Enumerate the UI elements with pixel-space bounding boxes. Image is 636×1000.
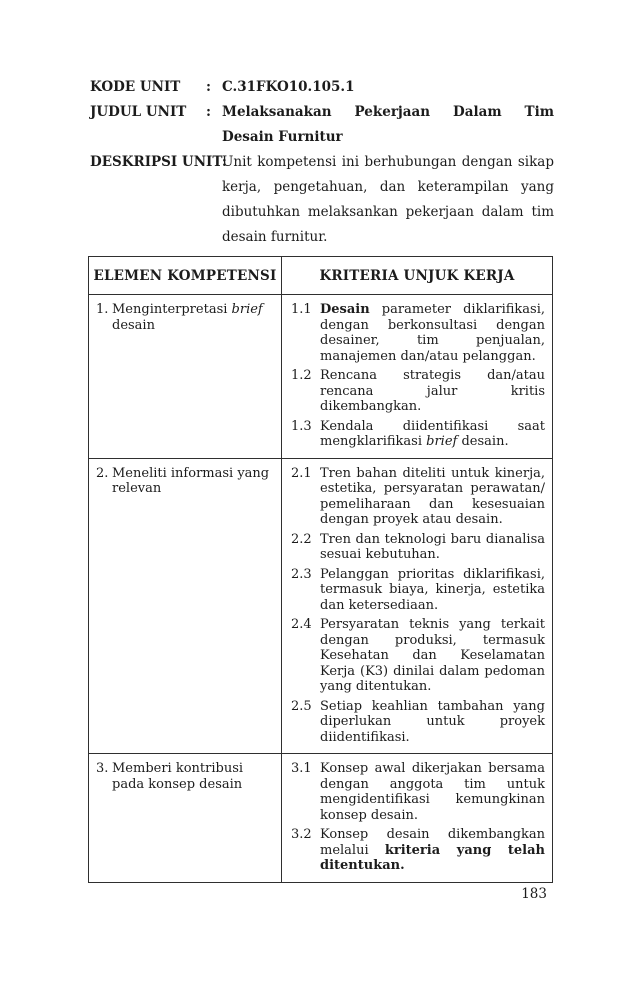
text-segment: brief xyxy=(231,302,263,317)
criteria-text xyxy=(320,368,545,415)
criteria-text xyxy=(320,567,545,614)
deskripsi-unit-value: Unit kompetensi ini berhubungan dengan sikap kerja, pengetahuan, dan keterampilan yang dibutuhkan melaksankan pekerjaan dalam tim desain furnitur. xyxy=(222,154,554,245)
criteria-number: 3.1 xyxy=(291,761,312,776)
criteria-item xyxy=(291,368,545,415)
text-segment: brief xyxy=(426,434,458,449)
criteria-number: 1.2 xyxy=(291,368,312,383)
competency-table-header xyxy=(89,257,553,295)
text-segment: Kendala diidentifikasi saat mengklarifikasi xyxy=(320,418,545,449)
criteria-number: 2.2 xyxy=(291,531,312,547)
criteria-text xyxy=(320,532,545,563)
criteria-number: 2.1 xyxy=(291,465,312,481)
criteria-cell xyxy=(282,295,553,459)
criteria-text xyxy=(320,419,545,450)
element-text xyxy=(112,466,275,497)
element-cell xyxy=(89,458,282,754)
element-number: 3. xyxy=(96,761,109,776)
text-segment: kriteria yang telah ditentukan. xyxy=(320,842,545,873)
kode-unit-label: KODE UNIT xyxy=(90,79,181,95)
criteria-number: 1.1 xyxy=(291,302,312,317)
text-segment: Memberi kontribusi pada konsep desain xyxy=(112,761,244,792)
table-row xyxy=(89,295,553,459)
judul-unit-value: Melaksanakan Pekerjaan Dalam Tim Desain Furnitur xyxy=(222,104,554,145)
text-segment: Rencana strategis dan/atau rencana jalur kritis dikembangkan. xyxy=(320,368,545,414)
criteria-text xyxy=(320,699,545,746)
text-segment: Konsep desain dikembangkan melalui xyxy=(320,827,545,858)
criteria-text xyxy=(320,466,545,528)
text-segment: desain. xyxy=(457,434,509,449)
criteria-cell xyxy=(282,458,553,754)
page-number: 183 xyxy=(521,886,547,902)
criteria-item xyxy=(291,567,545,614)
criteria-item xyxy=(291,699,545,746)
column-header-elemen-kompetensi: ELEMEN KOMPETENSI xyxy=(89,257,282,295)
element-text xyxy=(112,302,275,333)
criteria-item xyxy=(291,532,545,563)
criteria-item xyxy=(291,761,545,823)
criteria-number: 2.4 xyxy=(291,617,312,632)
kode-unit-row xyxy=(90,75,554,100)
element-cell xyxy=(89,295,282,459)
text-segment: Menginterpretasi xyxy=(112,302,232,317)
judul-unit-colon: : xyxy=(206,104,211,120)
text-segment: Meneliti informasi yang relevan xyxy=(112,465,270,496)
text-segment: Setiap keahlian tambahan yang diperlukan untuk proyek diidentifikasi. xyxy=(320,698,545,745)
table-row xyxy=(89,754,553,883)
text-segment: Desain xyxy=(320,302,370,317)
text-segment: Persyaratan teknis yang terkait dengan produksi, termasuk Kesehatan dan Keselamatan Kerja (K3) dinilai dalam pedoman yang ditentukan. xyxy=(320,617,545,694)
criteria-number: 3.2 xyxy=(291,827,312,842)
criteria-number: 2.3 xyxy=(291,566,312,582)
element-text xyxy=(112,761,275,792)
column-header-kriteria-unjuk-kerja: KRITERIA UNJUK KERJA xyxy=(282,257,553,295)
kode-unit-colon: : xyxy=(206,79,211,95)
table-row xyxy=(89,458,553,754)
criteria-text xyxy=(320,761,545,823)
criteria-number: 1.3 xyxy=(291,418,312,434)
criteria-number: 2.5 xyxy=(291,698,312,714)
unit-header xyxy=(90,75,554,250)
element-item xyxy=(96,302,275,333)
text-segment: Tren dan teknologi baru dianalisa sesuai kebutuhan. xyxy=(320,531,545,562)
element-item xyxy=(96,466,275,497)
criteria-item xyxy=(291,302,545,364)
criteria-cell xyxy=(282,754,553,883)
element-number: 2. xyxy=(96,465,109,481)
criteria-item xyxy=(291,419,545,450)
criteria-text xyxy=(320,617,545,695)
text-segment: Pelanggan prioritas diklarifikasi, termasuk biaya, kinerja, estetika dan ketersediaan. xyxy=(320,566,545,613)
element-number: 1. xyxy=(96,302,109,317)
judul-unit-label: JUDUL UNIT xyxy=(90,104,187,120)
text-segment: Tren bahan diteliti untuk kinerja, estetika, persyaratan perawatan/ pemeliharaan dan kesesuaian dengan proyek atau desain. xyxy=(320,465,545,527)
text-segment: desain xyxy=(112,317,155,333)
text-segment: parameter diklarifikasi, dengan berkonsultasi dengan desainer, tim penjualan, manajemen dan/atau pelanggan. xyxy=(320,302,545,364)
table-header-row xyxy=(89,257,553,295)
text-segment: Konsep awal dikerjakan bersama dengan anggota tim untuk mengidentifikasi kemungkinan konsep desain. xyxy=(320,761,545,823)
deskripsi-unit-row xyxy=(90,150,554,250)
element-item xyxy=(96,761,275,792)
criteria-item xyxy=(291,827,545,874)
criteria-item xyxy=(291,617,545,695)
judul-unit-row xyxy=(90,100,554,150)
criteria-text xyxy=(320,302,545,364)
competency-table xyxy=(88,256,553,883)
criteria-text xyxy=(320,827,545,874)
element-cell xyxy=(89,754,282,883)
criteria-item xyxy=(291,466,545,528)
table-body xyxy=(89,295,553,883)
deskripsi-unit-label: DESKRIPSI UNIT: xyxy=(90,154,227,170)
kode-unit-value: C.31FKO10.105.1 xyxy=(222,79,355,95)
